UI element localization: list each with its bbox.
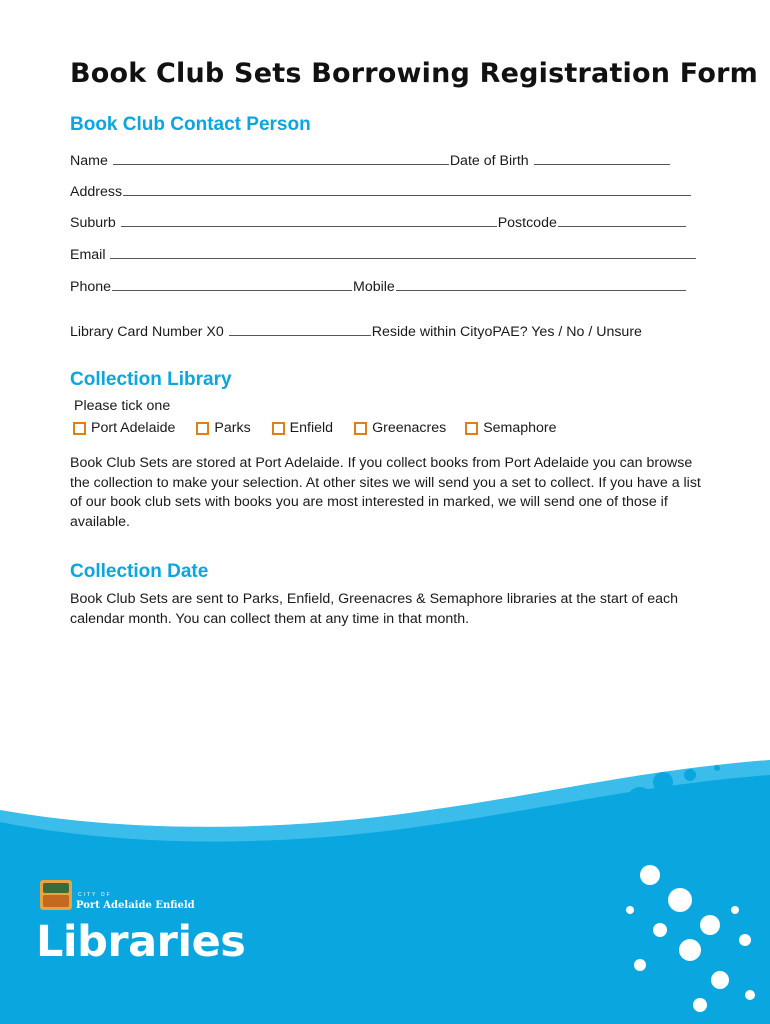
contact-heading: Book Club Contact Person [70,114,311,135]
option-label: Port Adelaide [91,420,176,436]
wave-shape [0,760,770,1024]
suburb-field[interactable] [121,213,497,227]
email-row [70,245,697,263]
checkbox-icon[interactable] [272,422,285,435]
name-field[interactable] [113,151,449,165]
council-logo [40,880,76,910]
library-options [73,420,557,436]
collection-heading: Collection Library [70,369,232,390]
email-field[interactable] [110,245,696,259]
mobile-label: Mobile [353,279,395,295]
name-row [70,151,671,169]
date-description: Book Club Sets are sent to Parks, Enfield, Greenacres & Semaphore libraries at the start of each calendar month. You can collect them at any time in that month. [70,591,679,627]
phone-field[interactable] [112,277,352,291]
phone-label: Phone [70,279,112,295]
council-emblem-icon [40,880,72,910]
option-label: Greenacres [372,420,447,436]
option-label: Semaphore [483,420,557,436]
checkbox-icon[interactable] [354,422,367,435]
footer-wave-graphic [0,740,770,1024]
option-enfield[interactable] [272,420,333,436]
dob-label: Date of Birth [449,153,529,169]
council-name: Port Adelaide Enfield [76,900,195,911]
option-label: Parks [214,420,251,436]
tick-instruction: Please tick one [74,398,171,414]
option-parks[interactable] [196,420,250,436]
option-port-adelaide[interactable] [73,420,175,436]
card-label: Library Card Number X0 [70,324,224,340]
option-greenacres[interactable] [354,420,446,436]
reside-label: Reside within CityoPAE? Yes / No / Unsure [371,324,642,340]
phone-row [70,277,687,295]
address-field[interactable] [123,182,691,196]
date-heading: Collection Date [70,561,209,582]
suburb-label: Suburb [70,215,116,231]
checkbox-icon[interactable] [196,422,209,435]
email-label: Email [70,247,106,263]
address-label: Address [70,184,123,200]
option-label: Enfield [289,420,334,436]
postcode-label: Postcode [497,215,557,231]
dob-field[interactable] [534,151,670,165]
checkbox-icon[interactable] [73,422,86,435]
page-title: Book Club Sets Borrowing Registration Form [70,58,758,89]
card-field[interactable] [229,322,371,336]
checkbox-icon[interactable] [465,422,478,435]
mobile-field[interactable] [396,277,686,291]
collection-description: Book Club Sets are stored at Port Adelaide. If you collect books from Port Adelaide you can browse the collection to make your selection. At other sites we will send you a set to collect. If you have a list of our book club sets with books you are most interested in marked, we will send one of those if available. [70,455,701,530]
option-semaphore[interactable] [465,420,556,436]
card-row [70,322,642,340]
suburb-row [70,213,687,231]
city-of-label: CITY OF [78,892,112,898]
name-label: Name [70,153,108,169]
postcode-field[interactable] [558,213,686,227]
libraries-wordmark: Libraries [36,917,246,967]
address-row [70,182,692,200]
